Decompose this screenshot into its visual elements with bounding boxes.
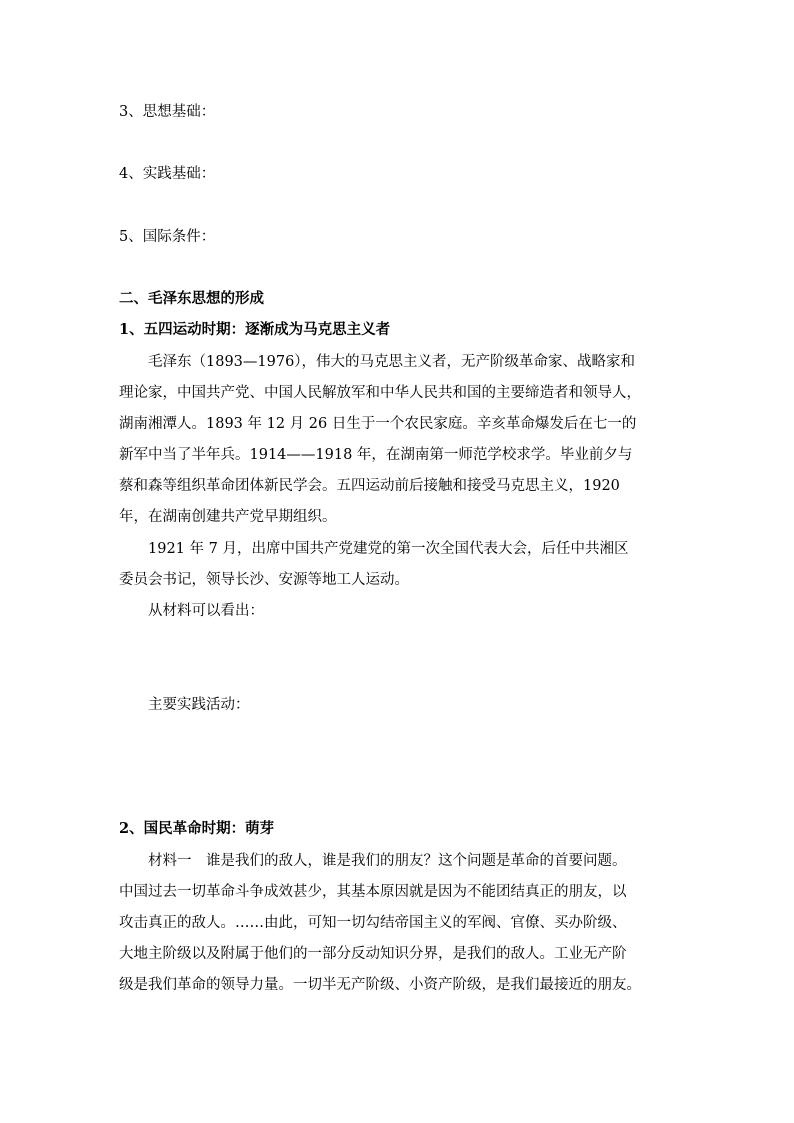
section-2-title: 二、毛泽东思想的形成 [119,290,264,307]
material-line: 级是我们革命的领导力量。一切半无产阶级、小资产阶级，是我们最接近的朋友。 [119,977,641,993]
question-prompt: 从材料可以看出： [148,603,264,619]
basis-4-heading: 4、实践基础： [119,166,216,182]
paragraph-line: 年，在湖南创建共产党早期组织。 [119,509,337,525]
paragraph-line: 毛泽东（1893—1976），伟大的马克思主义者，无产阶级革命家、战略家和 [148,354,636,370]
paragraph-line: 蔡和森等组织革命团体新民学会。五四运动前后接触和接受马克思主义，1920 [119,478,620,494]
basis-5-heading: 5、国际条件： [119,229,216,245]
material-line: 大地主阶级以及附属于他们的一部分反动知识分界，是我们的敌人。工业无产阶 [119,946,627,962]
material-line: 攻击真正的敌人。……由此，可知一切勾结帝国主义的军阀、官僚、买办阶级、 [119,915,627,931]
paragraph-line: 理论家，中国共产党、中国人民解放军和中华人民共和国的主要缔造者和领导人， [119,385,641,401]
material-line: 中国过去一切革命斗争成效甚少，其基本原因就是因为不能团结真正的朋友，以 [119,884,627,900]
paragraph-line: 1921 年 7 月，出席中国共产党建党的第一次全国代表大会，后任中共湘区 [148,541,629,557]
question-prompt: 主要实践活动： [148,697,250,713]
material-line: 材料一 谁是我们的敌人，谁是我们的朋友？这个问题是革命的首要问题。 [148,853,627,869]
paragraph-line: 新军中当了半年兵。1914——1918 年，在湖南第一师范学校求学。毕业前夕与 [119,447,633,463]
paragraph-line: 湖南湘潭人。1893 年 12 月 26 日生于一个农民家庭。辛亥革命爆发后在七一的 [119,416,637,432]
basis-3-heading: 3、思想基础： [119,104,216,120]
subsection-1-title: 1、五四运动时期：逐渐成为马克思主义者 [119,321,391,338]
subsection-2-title: 2、国民革命时期：萌芽 [119,820,275,837]
paragraph-line: 委员会书记，领导长沙、安源等地工人运动。 [119,572,409,588]
